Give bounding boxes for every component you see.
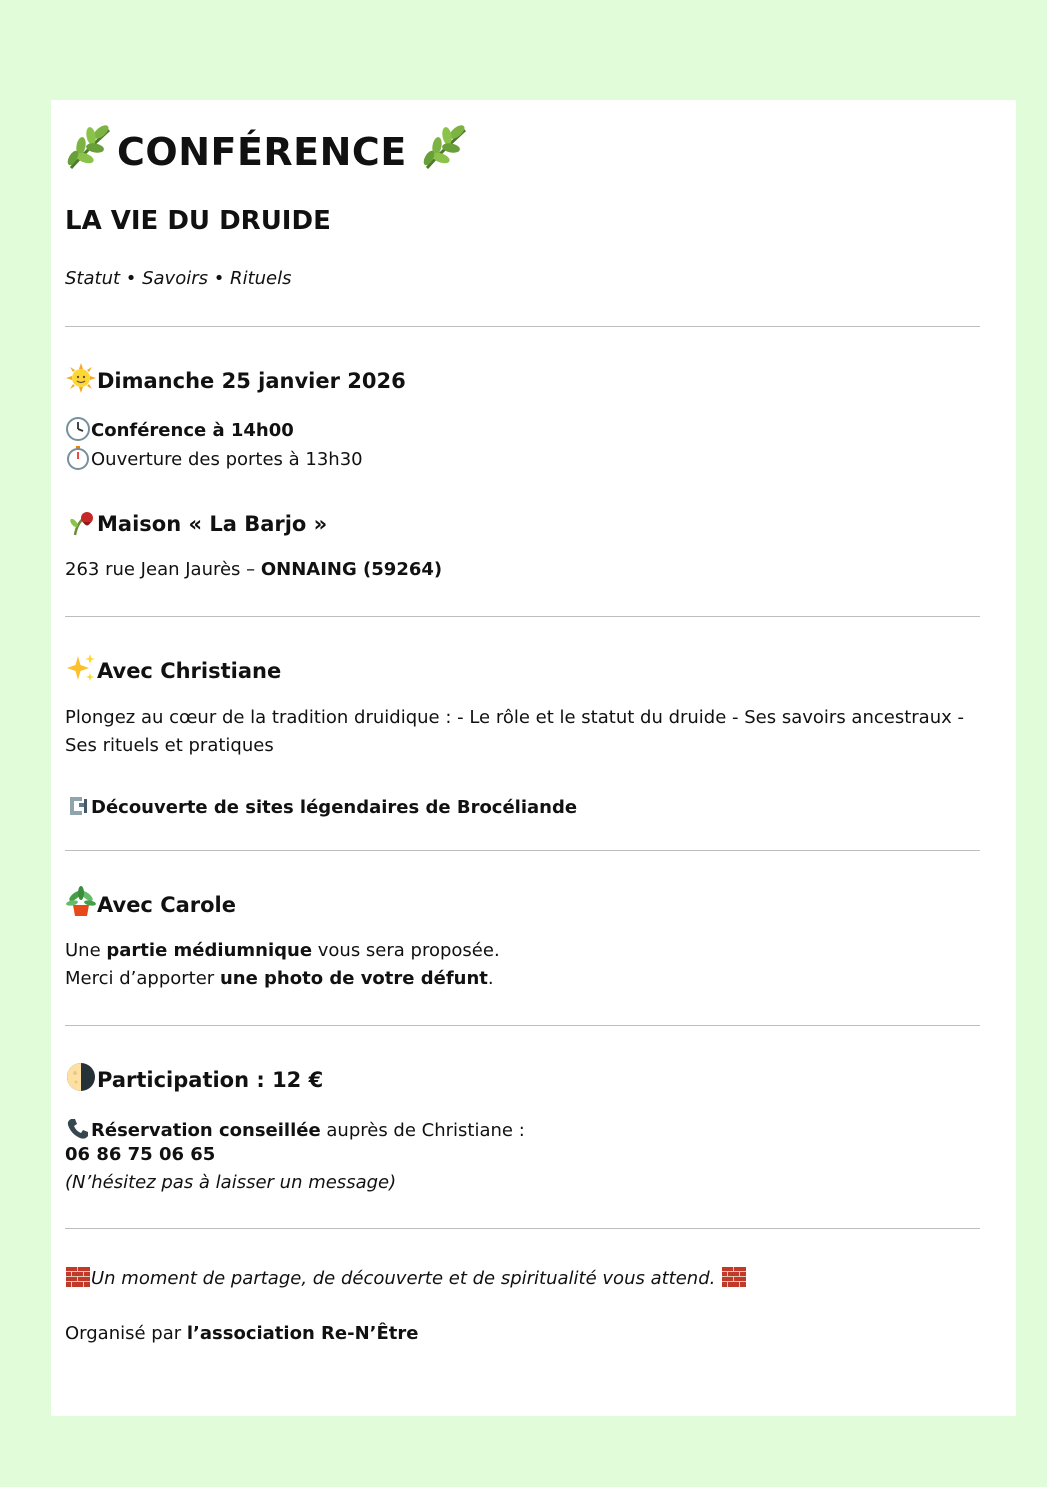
potted-plant-icon: [65, 886, 97, 918]
doors-time: Ouverture des portes à 13h30: [65, 445, 363, 471]
closing-line: Un moment de partage, de découverte et de spiritualité vous attend.: [65, 1264, 747, 1290]
phone-number[interactable]: 06 86 75 06 65: [65, 1144, 216, 1165]
herb-icon: [421, 122, 473, 174]
carole-line-1: Une partie médiumnique vous sera proposée.: [65, 940, 500, 961]
carole-heading: Avec Carole: [65, 886, 236, 918]
participation-heading: [65, 1061, 323, 1093]
page-title: [65, 122, 473, 174]
carole-line-2: Merci d’apporter une photo de votre défunt.: [65, 968, 494, 989]
sun-icon: [65, 362, 97, 394]
brick-icon: [721, 1264, 747, 1290]
tagline: Statut • Savoirs • Rituels: [65, 268, 292, 289]
document-page: [51, 100, 1016, 1416]
reservation-line: Réservation conseillée auprès de Christiane :: [65, 1116, 525, 1142]
price: Participation : 12 €: [97, 1068, 324, 1092]
subtitle: LA VIE DU DRUIDE: [65, 206, 331, 236]
venue-address: 263 rue Jean Jaurès – ONNAING (59264): [65, 559, 443, 580]
christiane-heading: Avec Christiane: [65, 652, 281, 684]
message-note: (N’hésitez pas à laisser un message): [65, 1172, 397, 1193]
wilted-flower-icon: [65, 505, 97, 537]
divider: [65, 1025, 980, 1026]
phone-icon: [65, 1116, 91, 1142]
venue-city: ONNAING (59264): [260, 559, 443, 580]
date-heading: [65, 362, 406, 394]
conference-time: Conférence à 14h00: [65, 416, 294, 442]
divider: [65, 616, 980, 617]
venue-name: Maison « La Barjo »: [97, 512, 328, 536]
divider: [65, 850, 980, 851]
sparkles-icon: [65, 652, 97, 684]
herb-icon: [65, 122, 117, 174]
stopwatch-icon: [65, 445, 91, 471]
title-text: CONFÉRENCE: [117, 130, 407, 174]
broceliande-discovery: Découverte de sites légendaires de Brocéliande: [65, 793, 577, 819]
venue-heading: [65, 505, 327, 537]
organizer-line: Organisé par l’association Re-N’Être: [65, 1323, 419, 1344]
clamp-icon: [65, 793, 91, 819]
divider: [65, 326, 980, 327]
christiane-description: Plongez au cœur de la tradition druidique : - Le rôle et le statut du druide - Ses savoirs ancestraux - Ses rituels et pratiques: [65, 707, 964, 756]
moon-icon: [65, 1061, 97, 1093]
clock-icon: [65, 416, 91, 442]
divider: [65, 1228, 980, 1229]
event-date: Dimanche 25 janvier 2026: [97, 369, 406, 393]
brick-icon: [65, 1264, 91, 1290]
